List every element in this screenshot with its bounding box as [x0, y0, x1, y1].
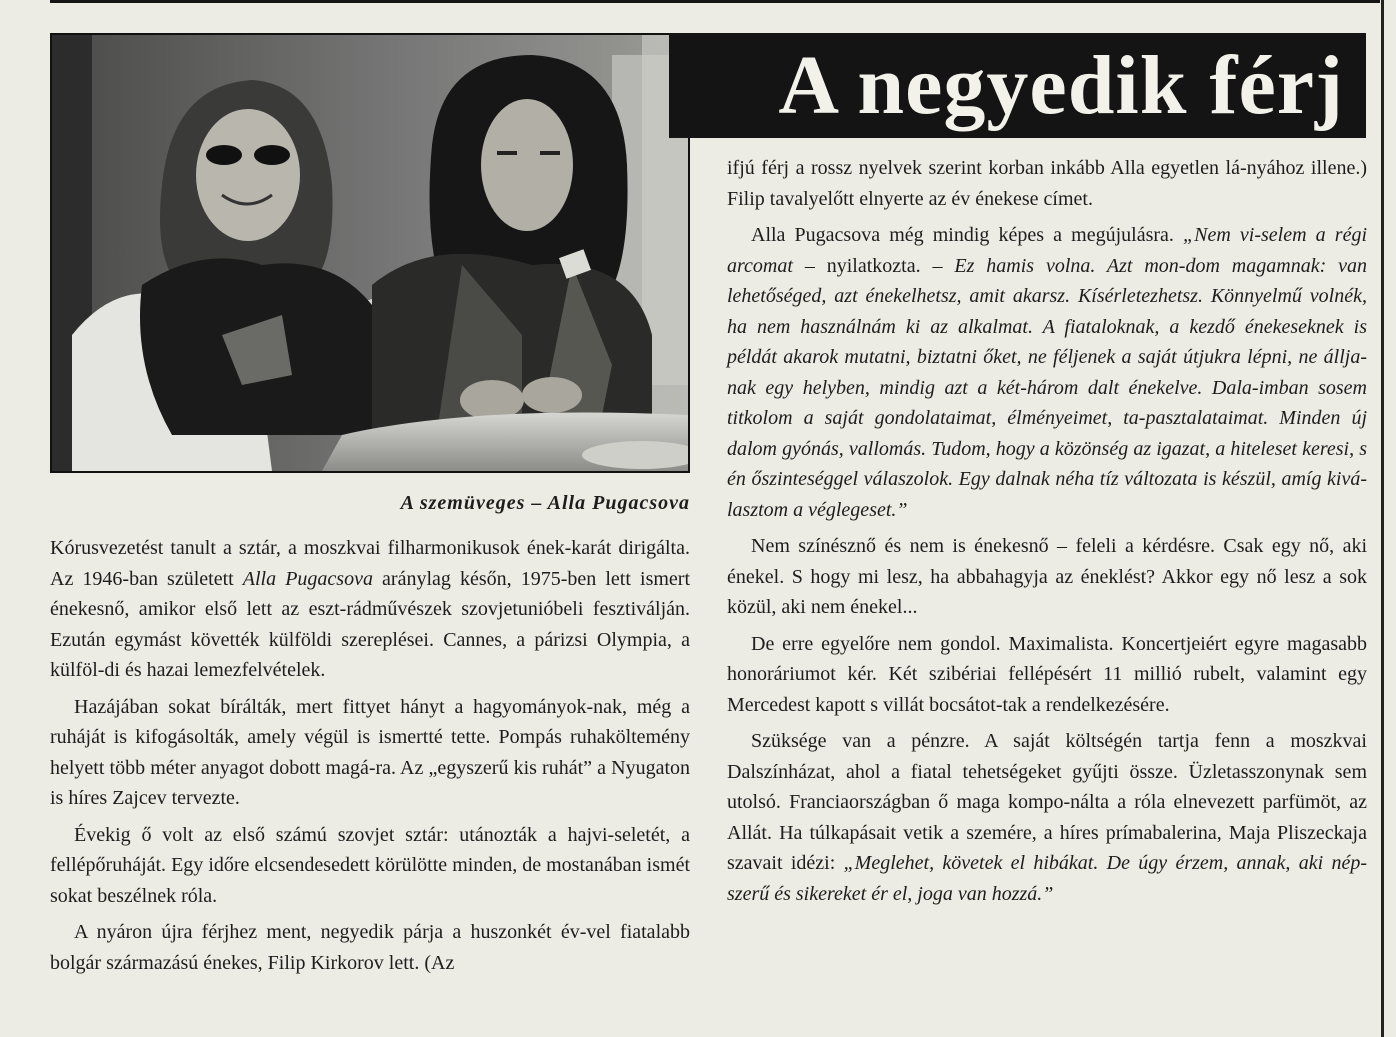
paragraph-text: Szüksége van a pénzre. A saját költségén tartja fenn a moszkvai Dalszínházat, ahol a fiatal tehetségeket gyűjti össze. Üzletasszonynak sem utolsó. Franciaországban ő maga kompo-nálta a róla elnevezett parfümöt, az Allát. Ha túlkapásait vetik a szemére, a híres prímabalerina, Maja Pliszeckaja szavait idézi: [727, 730, 1367, 874]
person-name: Alla Pugacsova [242, 567, 373, 590]
paragraph-text: aránylag későn, 1975-ben lett ismert énekesnő, amikor első lett az eszt-rádművészek szovjetunióbeli fesztiválján. Ezután egymást követték külföldi szereplései. Cannes, a párizsi Olympia, a külföl-di és hazai lemezfelvételek. [50, 567, 691, 681]
left-column [50, 533, 690, 984]
paragraph [727, 726, 1367, 909]
headline-banner [669, 33, 1366, 138]
paragraph-text: Alla Pugacsova még mindig képes a megújulásra. [751, 224, 1184, 246]
paragraph: Nem színésznő és nem is énekesnő – feleli a kérdésre. Csak egy nő, aki énekel. S hogy mi lesz, ha abbahagyja az éneklést? Akkor egy nő lesz a sok közül, aki nem énekel... [727, 535, 1367, 618]
paragraph-text: Kórusvezetést tanult a sztár, a moszkvai filharmonikusok ének-karát dirigálta. Az 1946-ban született [50, 537, 690, 590]
photo-caption: A szemüveges – Alla Pugacsova [400, 492, 690, 514]
paragraph: De erre egyelőre nem gondol. Maximalista. Koncertjeiért egyre magasabb honoráriumot kér. Két szibériai fellépésért 11 millió rubelt, valamint egy Mercedest kapott s villát bocsátot-tak a rendelkezésére. [727, 632, 1367, 716]
quote-text: Ez hamis volna. Azt mon-dom magamnak: van lehetőséged, azt énekelhetsz, amit akarsz. Kísérletezhetsz. Könnyelmű volnék, ha nem használnám ki az alkalmat. A fiataloknak, a kezdő énekeseknek is példát akarok mutatni, biztatni őket, ne féljenek a saját útjukra lépni, ne állja-nak egy helyben, mindig azt a két-három dalt énekelve. Dala-imban sosem titkolom a saját gondolataimat, élményeimet, ta-pasztalataimat. Minden új dalom gyónás, vallomás. Tudom, hogy a közönség az igazat, a hiteleset keresi, s én őszinteséggel válaszolok. Egy dalnak néha tíz változata is készül, amíg kivá-lasztom a véglegeset.” [727, 254, 1368, 521]
top-rule [50, 0, 1380, 3]
paragraph-text: – nyilatkozta. – [792, 254, 955, 277]
photo-two-people-seated [52, 35, 688, 471]
paragraph [727, 220, 1367, 525]
right-column [727, 153, 1367, 915]
right-edge-line [1381, 0, 1384, 1037]
headline: A negyedik férj [778, 38, 1344, 132]
paragraph: ifjú férj a rossz nyelvek szerint korban inkább Alla egyetlen lá-nyához illene.) Filip tavalyelőtt elnyerte az év énekese címet. [727, 157, 1367, 210]
quote-text: „Meglehet, követek el hibákat. De úgy érzem, annak, aki nép-szerű és sikereket ér el, joga van hozzá.” [727, 852, 1367, 905]
article-photo [50, 33, 690, 473]
paragraph: Hazájában sokat bírálták, mert fittyet hányt a hagyományok-nak, még a ruháját is kifogásolták, amely végül is ismertté tette. Pompás ruhaköltemény helyett több méter anyagot dobott magá-ra. Az „egyszerű kis ruhát” a Nyugaton is híres Zajcev tervezte. [50, 695, 690, 809]
quote-text: „Nem vi-selem a régi arcomat [727, 224, 1367, 277]
paragraph [50, 533, 690, 686]
paragraph: A nyáron újra férjhez ment, negyedik párja a huszonkét év-vel fiatalabb bolgár származású énekes, Filip Kirkorov lett. (Az [50, 921, 690, 974]
paragraph: Évekig ő volt az első számú szovjet sztár: utánozták a hajvi-seletét, a fellépőruháját. Egy időre elcsendesedett körülötte minden, de mostanában ismét sokat beszélnek róla. [50, 823, 690, 907]
